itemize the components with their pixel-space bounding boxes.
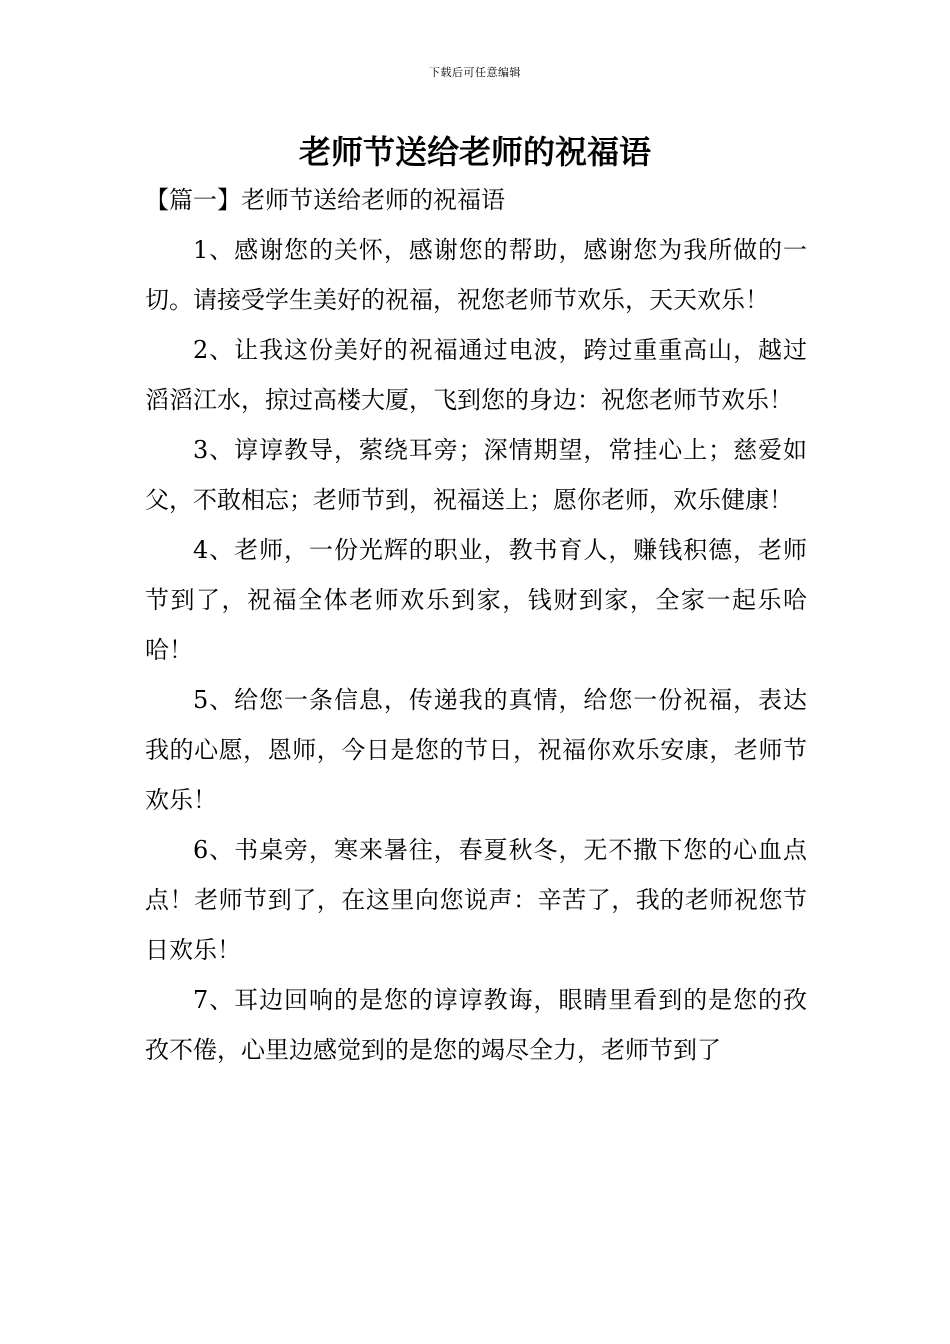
list-item: 3、谆谆教导，萦绕耳旁；深情期望，常挂心上；慈爱如父，不敢相忘；老师节到，祝福送上；愿你老师，欢乐健康！ [145,436,807,514]
list-item: 5、给您一条信息，传递我的真情，给您一份祝福，表达我的心愿，恩师，今日是您的节日，祝福你欢乐安康，老师节欢乐！ [145,686,807,814]
document-title: 老师节送给老师的祝福语 [298,133,651,171]
section-heading: 【篇一】老师节送给老师的祝福语 [145,186,505,214]
list-item: 2、让我这份美好的祝福通过电波，跨过重重高山，越过滔滔江水，掠过高楼大厦，飞到您的身边：祝您老师节欢乐！ [145,336,807,414]
header-note: 下载后可任意编辑 [429,66,521,79]
body-text [145,225,807,1075]
list-item: 4、老师，一份光辉的职业，教书育人，赚钱积德，老师节到了，祝福全体老师欢乐到家，钱财到家，全家一起乐哈哈！ [145,536,807,664]
list-item: 7、耳边回响的是您的谆谆教诲，眼睛里看到的是您的孜孜不倦，心里边感觉到的是您的竭尽全力，老师节到了 [145,986,807,1064]
list-item: 1、感谢您的关怀，感谢您的帮助，感谢您为我所做的一切。请接受学生美好的祝福，祝您老师节欢乐，天天欢乐！ [145,236,807,314]
list-item: 6、书桌旁，寒来暑往，春夏秋冬，无不撒下您的心血点点！老师节到了，在这里向您说声：辛苦了，我的老师祝您节日欢乐！ [145,836,807,964]
